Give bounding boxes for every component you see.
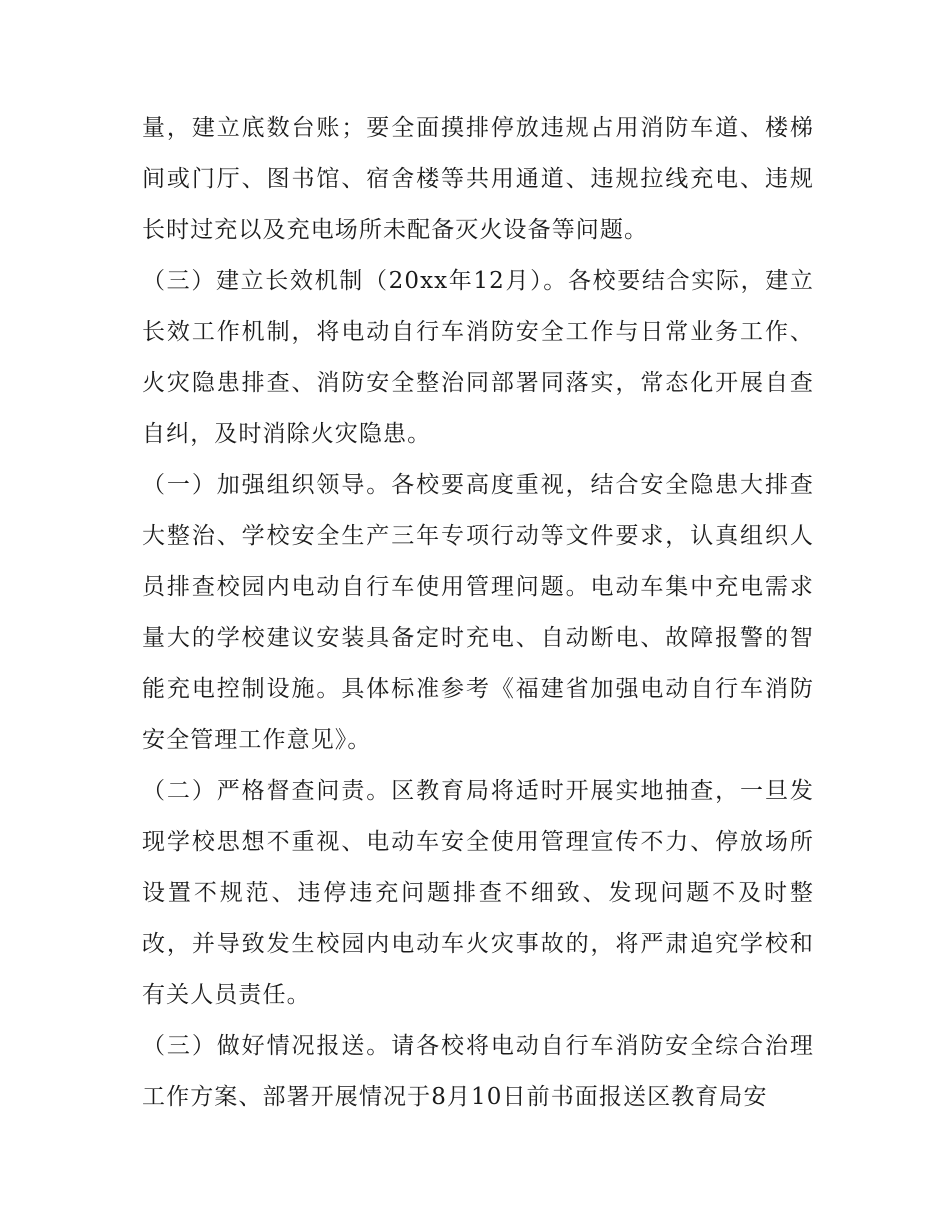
paragraph-1: 量，建立底数台账；要全面摸排停放违规占用消防车道、楼梯间或门厅、图书馆、宿舍楼等共用通道、违规拉线充电、违规长时过充以及充电场所未配备灭火设备等问题。 [142,115,814,243]
paragraph-3: （一）加强组织领导。各校要高度重视，结合安全隐患大排查大整治、学校安全生产三年专项行动等文件要求，认真组织人员排查校园内电动自行车使用管理问题。电动车集中充电需求量大的学校建议安装具备定时充电、自动断电、故障报警的智能充电控制设施。具体标准参考《福建省加强电动自行车消防安全管理工作意见》。 [142,472,814,753]
paragraph-2: （三）建立长效机制（20xx年12月）。各校要结合实际，建立长效工作机制，将电动自行车消防安全工作与日常业务工作、火灾隐患排查、消防安全整治同部署同落实，常态化开展自查自纠，及时消除火灾隐患。 [142,268,814,447]
document-body [142,103,814,1123]
paragraph-5: （三）做好情况报送。请各校将电动自行车消防安全综合治理工作方案、部署开展情况于8月10日前书面报送区教育局安 [142,1033,814,1110]
paragraph-4: （二）严格督查问责。区教育局将适时开展实地抽查，一旦发现学校思想不重视、电动车安全使用管理宣传不力、停放场所设置不规范、违停违充问题排查不细致、发现问题不及时整改，并导致发生校园内电动车火灾事故的，将严肃追究学校和有关人员责任。 [142,778,814,1008]
